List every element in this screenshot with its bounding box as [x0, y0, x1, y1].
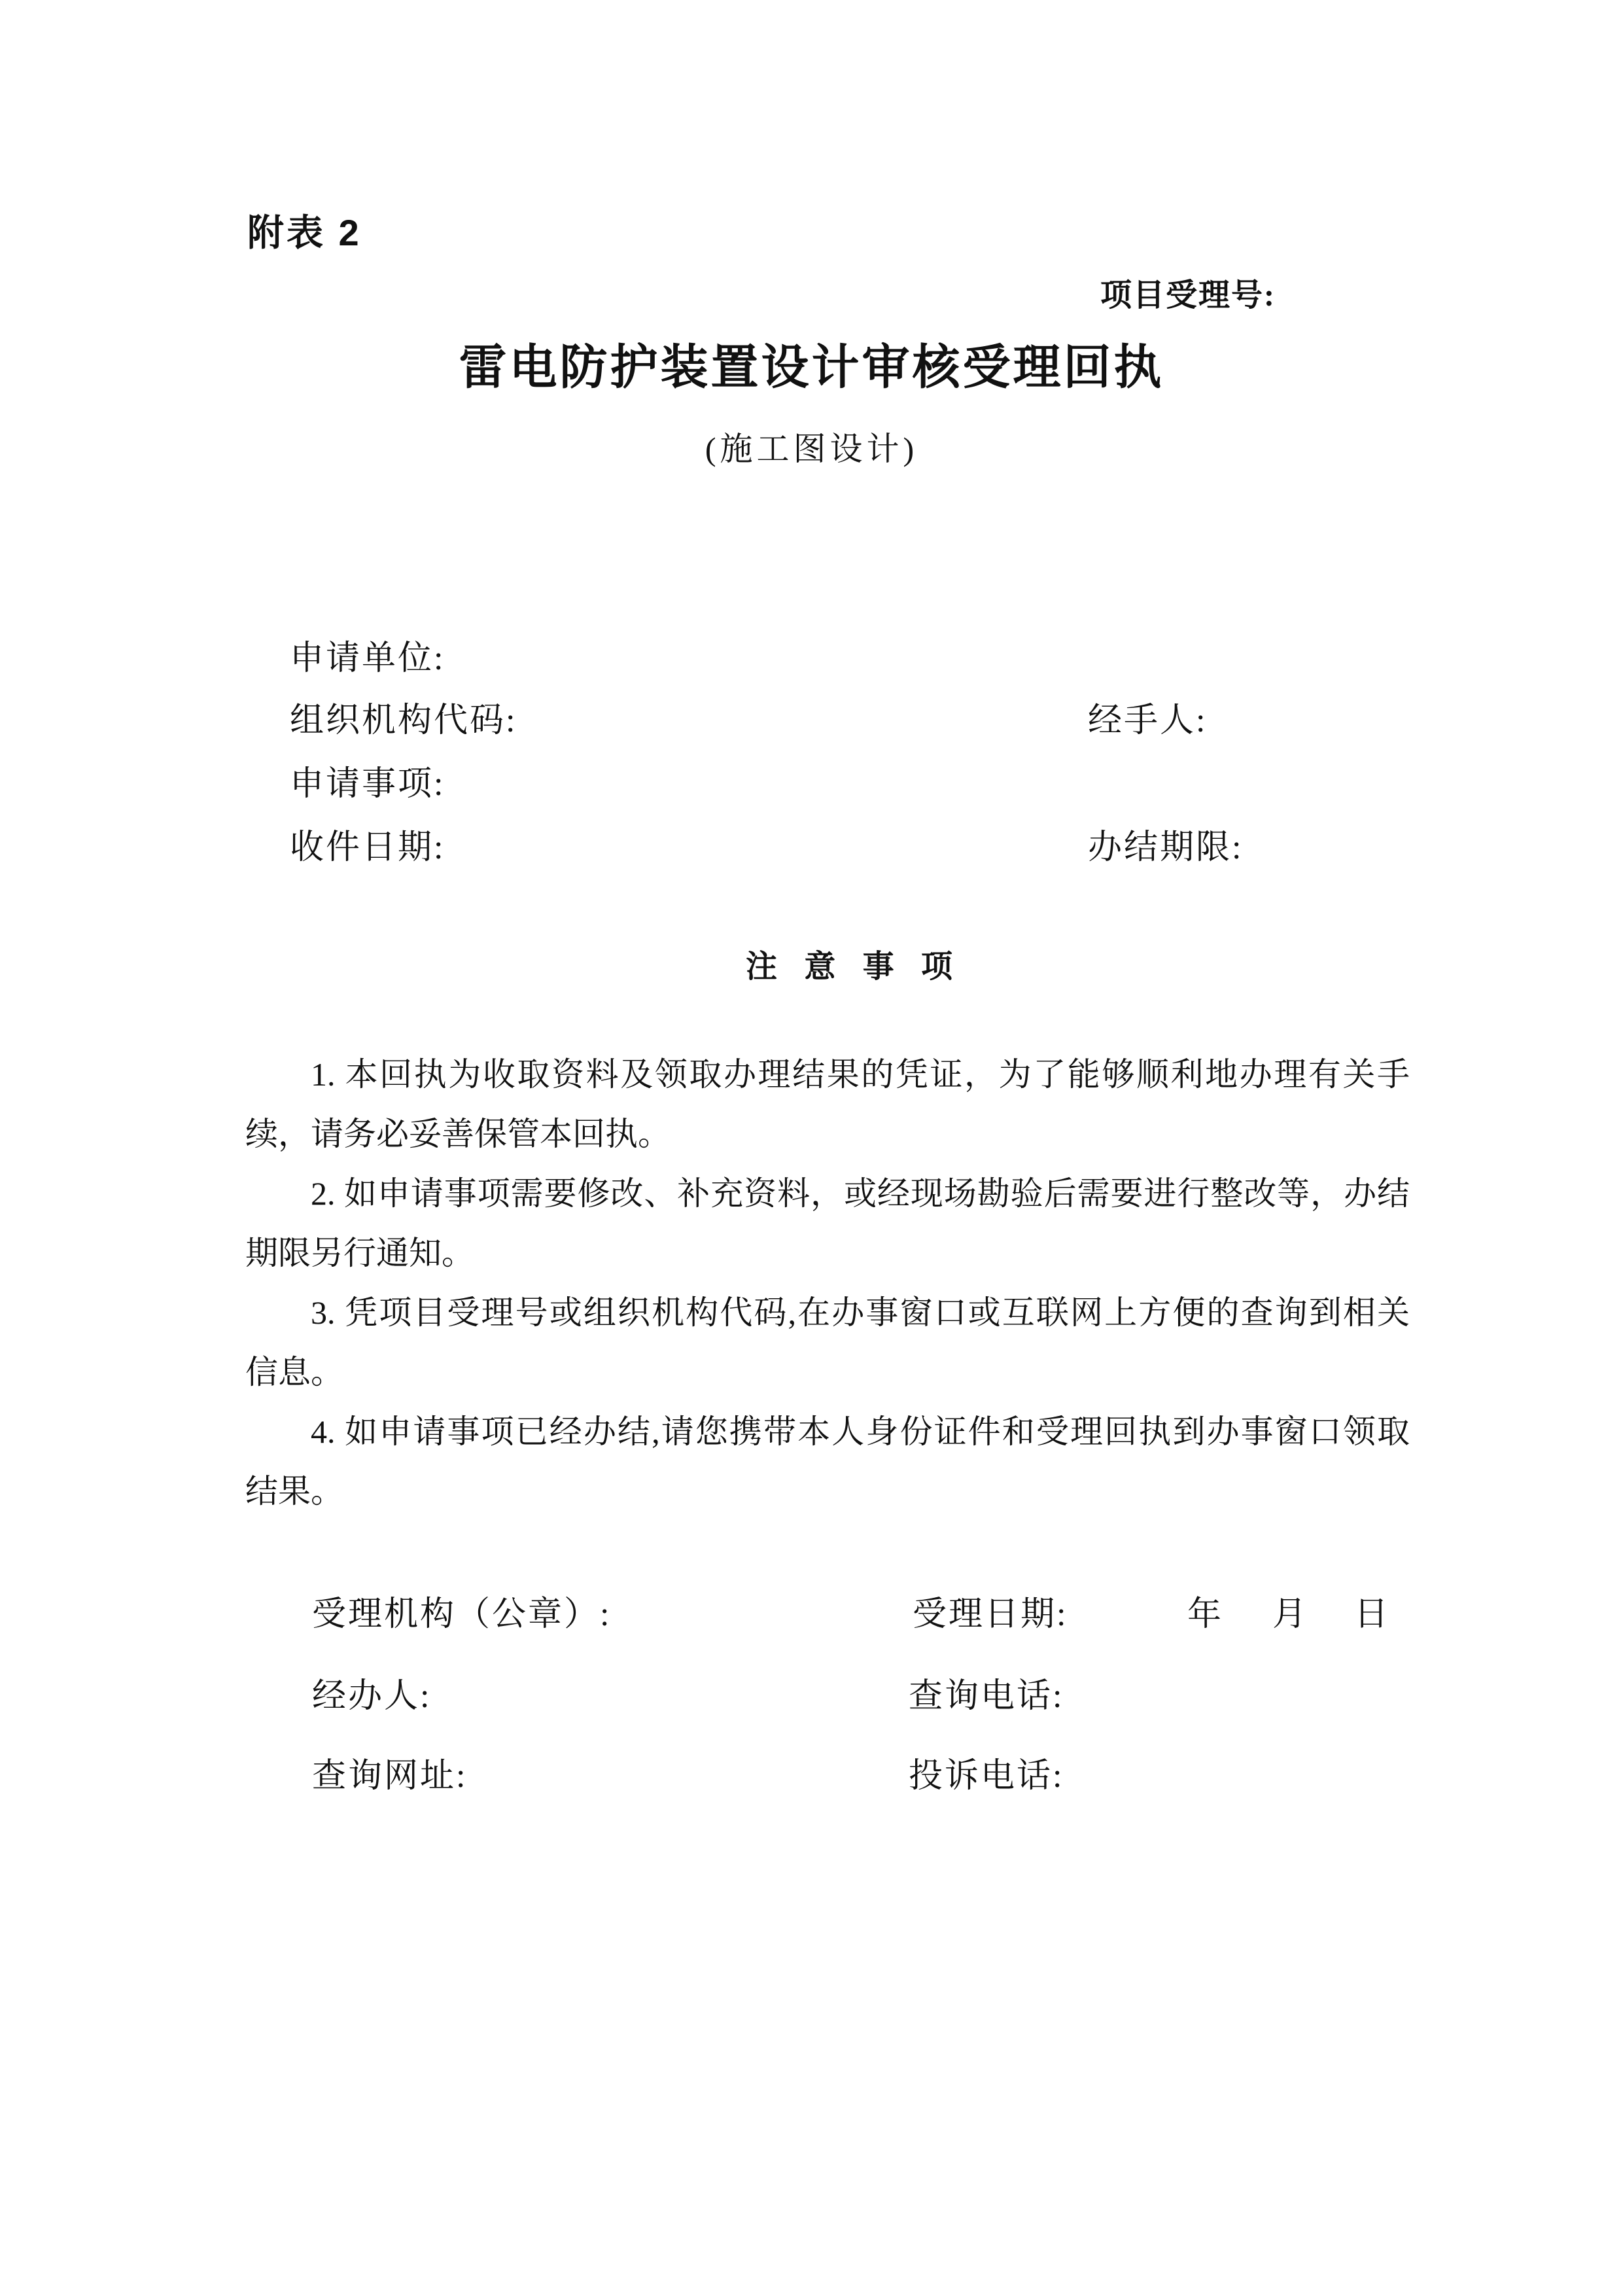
complaint-phone-label: 投诉电话: — [909, 1757, 1064, 1795]
note-item-2-line-2: 期限另行通知。 — [245, 1235, 474, 1271]
agency-seal-label: 受理机构（公章）: — [312, 1596, 612, 1633]
operator-label: 经办人: — [312, 1678, 432, 1715]
deadline-label: 办结期限: — [1088, 829, 1244, 866]
handler-label: 经手人: — [1088, 702, 1208, 739]
note-item-1-line-2: 续，请务必妥善保管本回执。 — [245, 1116, 671, 1152]
doc-title: 雷电防护装置设计审核受理回执 — [459, 341, 1164, 394]
notes-block — [245, 1045, 1410, 1521]
project-no-label: 项目受理号: — [1100, 278, 1276, 313]
note-item-4-line-2: 结果。 — [245, 1473, 343, 1510]
note-item-1-line-1: 1. 本回执为收取资料及领取办理结果的凭证，为了能够顺利地办理有关手 — [311, 1056, 1410, 1093]
attachment-label: 附表 2 — [247, 212, 362, 253]
applicant-label: 申请单位: — [290, 640, 445, 677]
doc-subtitle: (施工图设计) — [705, 431, 918, 467]
application-item-label: 申请事项: — [290, 766, 445, 803]
day-label: 日 — [1354, 1596, 1391, 1633]
note-item-3-line-1: 3. 凭项目受理号或组织机构代码,在办事窗口或互联网上方便的查询到相关 — [311, 1294, 1410, 1331]
accept-date-label: 受理日期: — [913, 1596, 1068, 1633]
year-label: 年 — [1187, 1596, 1224, 1633]
month-label: 月 — [1272, 1596, 1309, 1633]
note-item-4-line-1: 4. 如申请事项已经办结,请您携带本人身份证件和受理回执到办事窗口领取 — [311, 1413, 1410, 1450]
note-item-2-line-1: 2. 如申请事项需要修改、补充资料，或经现场勘验后需要进行整改等，办结 — [311, 1175, 1410, 1212]
org-code-label: 组织机构代码: — [290, 702, 517, 739]
receive-date-label: 收件日期: — [290, 829, 445, 866]
inquiry-phone-label: 查询电话: — [909, 1678, 1064, 1715]
notes-heading: 注 意 事 项 — [746, 949, 962, 984]
inquiry-website-label: 查询网址: — [312, 1757, 468, 1795]
note-item-3-line-2: 信息。 — [245, 1354, 343, 1390]
